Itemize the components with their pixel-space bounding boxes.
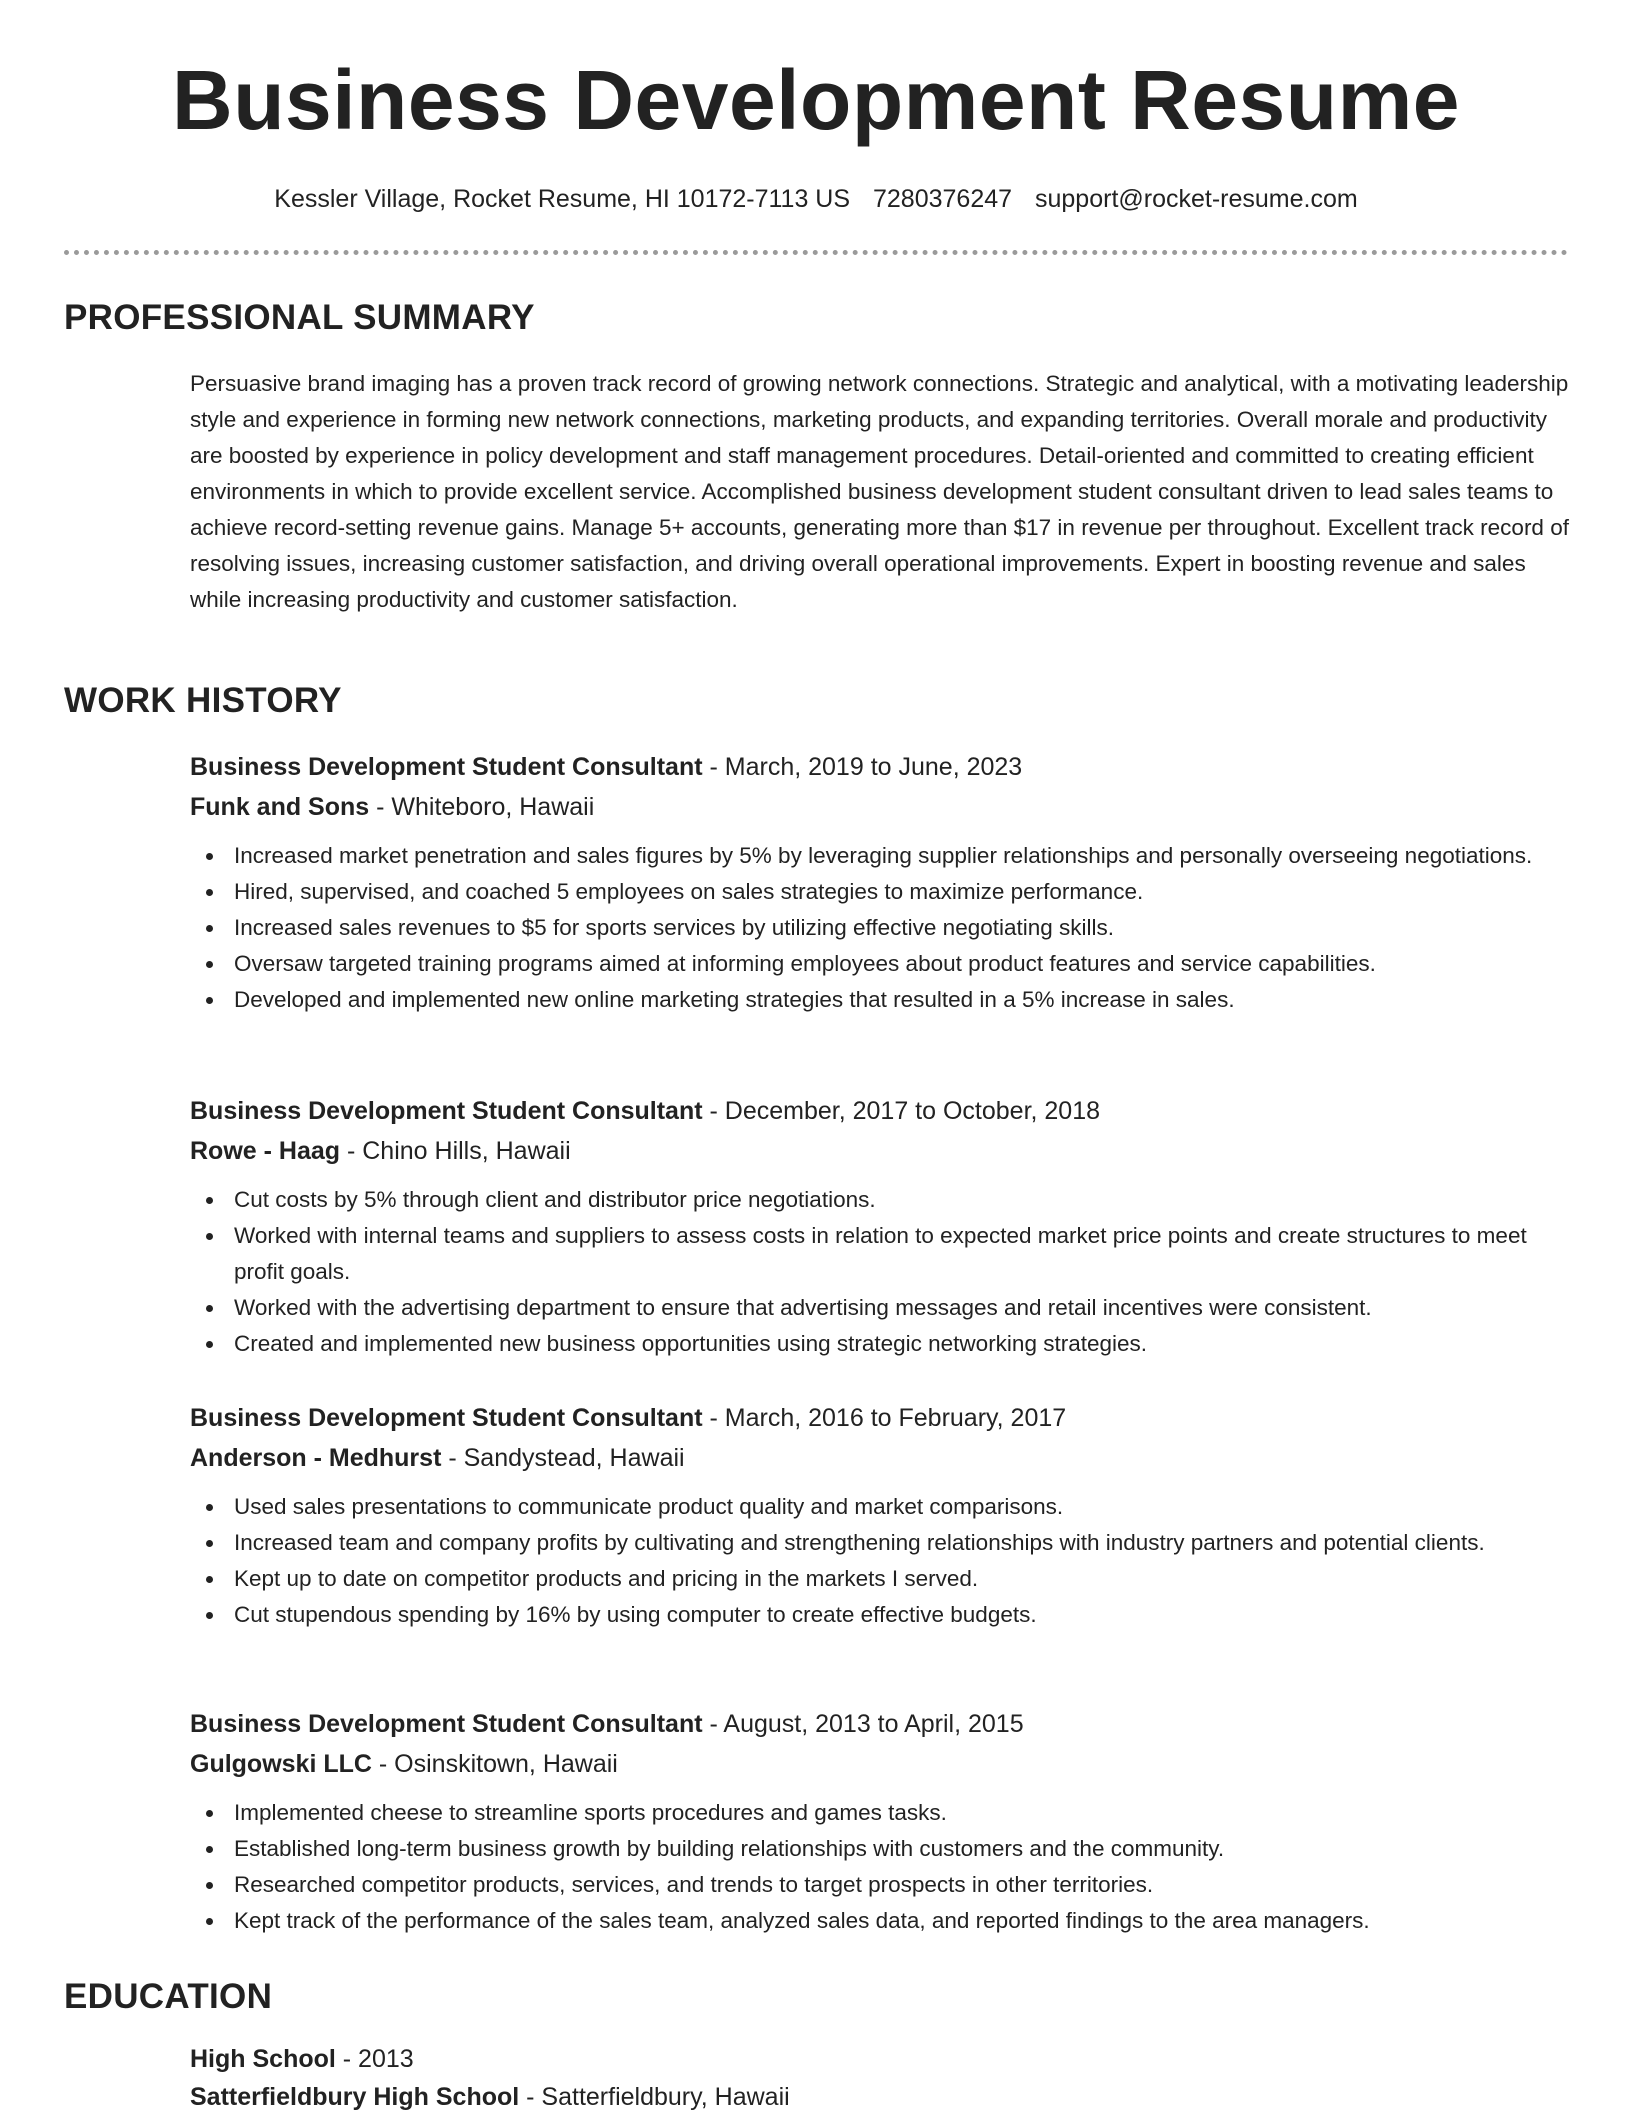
job-bullet: Hired, supervised, and coached 5 employees on sales strategies to maximize performance. xyxy=(190,874,1570,910)
job-location: - Chino Hills, Hawaii xyxy=(340,1137,571,1165)
job-dates: - March, 2016 to February, 2017 xyxy=(702,1404,1067,1432)
job-role-line xyxy=(190,750,1570,784)
job-bullet: Worked with the advertising department to ensure that advertising messages and retail incentives were consistent. xyxy=(190,1290,1570,1326)
contact-address: Kessler Village, Rocket Resume, HI 10172-7113 US xyxy=(274,185,851,213)
job-location: - Osinskitown, Hawaii xyxy=(371,1750,618,1778)
job-company-line xyxy=(190,1441,1570,1475)
job-bullet: Increased sales revenues to $5 for sports services by utilizing effective negotiating skills. xyxy=(190,910,1570,946)
education-year: - 2013 xyxy=(335,2045,414,2073)
job-company-line xyxy=(190,790,1570,824)
job-bullet: Cut costs by 5% through client and distributor price negotiations. xyxy=(190,1182,1570,1218)
job-bullet: Implemented cheese to streamline sports procedures and games tasks. xyxy=(190,1795,1570,1831)
contact-phone: 7280376247 xyxy=(873,185,1013,213)
job-company: Anderson - Medhurst xyxy=(190,1444,442,1472)
job-company: Funk and Sons xyxy=(190,793,370,821)
job-bullet: Increased market penetration and sales figures by 5% by leveraging supplier relationships and personally overseeing negotiations. xyxy=(190,838,1570,874)
job-company: Rowe - Haag xyxy=(190,1137,341,1165)
job-dates: - December, 2017 to October, 2018 xyxy=(702,1097,1101,1125)
summary-text: Persuasive brand imaging has a proven track record of growing network connections. Strategic and analytical, with a motivating leadership style and experience in forming new network connections, marketing products, and expanding territories. Overall morale and productivity are boosted by experience in policy development and staff management procedures. Detail-oriented and committed to creating efficient environments in which to provide excellent service. Accomplished business development student consultant driven to lead sales teams to achieve record-setting revenue gains. Manage 5+ accounts, generating more than $17 in revenue per throughout. Excellent track record of resolving issues, increasing customer satisfaction, and driving overall operational improvements. Expert in boosting revenue and sales while increasing productivity and customer satisfaction. xyxy=(190,371,1569,612)
job-bullet: Worked with internal teams and suppliers to assess costs in relation to expected market price points and create structures to meet profit goals. xyxy=(190,1218,1570,1290)
job-role: Business Development Student Consultant xyxy=(190,1097,703,1125)
contact-line xyxy=(0,183,1632,215)
job-entry xyxy=(190,1401,1570,1633)
job-bullets xyxy=(190,1795,1570,1939)
job-bullet: Created and implemented new business opportunities using strategic networking strategies. xyxy=(190,1326,1570,1362)
section-title-education: EDUCATION xyxy=(64,1977,273,2016)
job-bullet: Used sales presentations to communicate product quality and market comparisons. xyxy=(190,1489,1570,1525)
job-role-line xyxy=(190,1094,1570,1128)
section-title-summary: PROFESSIONAL SUMMARY xyxy=(64,298,535,337)
education-degree: High School xyxy=(190,2045,336,2073)
contact-email: support@rocket-resume.com xyxy=(1035,185,1358,213)
education-location: - Satterfieldbury, Hawaii xyxy=(519,2083,790,2111)
job-role: Business Development Student Consultant xyxy=(190,753,703,781)
job-role-line xyxy=(190,1707,1570,1741)
education-entry xyxy=(190,2042,1570,2114)
education-degree-line xyxy=(190,2042,1570,2076)
job-bullet: Developed and implemented new online marketing strategies that resulted in a 5% increase in sales. xyxy=(190,982,1570,1018)
job-company-line xyxy=(190,1747,1570,1781)
education-school-line xyxy=(190,2080,1570,2114)
job-location: - Sandystead, Hawaii xyxy=(441,1444,685,1472)
job-bullet: Kept up to date on competitor products and pricing in the markets I served. xyxy=(190,1561,1570,1597)
job-dates: - August, 2013 to April, 2015 xyxy=(702,1710,1024,1738)
header-divider xyxy=(64,250,1568,255)
job-bullet: Established long-term business growth by building relationships with customers and the community. xyxy=(190,1831,1570,1867)
job-entry xyxy=(190,1707,1570,1939)
job-role: Business Development Student Consultant xyxy=(190,1404,703,1432)
job-bullet: Oversaw targeted training programs aimed at informing employees about product features and service capabilities. xyxy=(190,946,1570,982)
education-school: Satterfieldbury High School xyxy=(190,2083,520,2111)
resume-title: Business Development Resume xyxy=(172,53,1460,147)
job-dates: - March, 2019 to June, 2023 xyxy=(702,753,1023,781)
job-bullets xyxy=(190,1182,1570,1362)
job-bullet: Increased team and company profits by cultivating and strengthening relationships with industry partners and potential clients. xyxy=(190,1525,1570,1561)
job-role-line xyxy=(190,1401,1570,1435)
job-entry xyxy=(190,1094,1570,1362)
job-company: Gulgowski LLC xyxy=(190,1750,372,1778)
job-entry xyxy=(190,750,1570,1018)
job-bullet: Kept track of the performance of the sales team, analyzed sales data, and reported findings to the area managers. xyxy=(190,1903,1570,1939)
job-location: - Whiteboro, Hawaii xyxy=(369,793,595,821)
job-bullets xyxy=(190,838,1570,1018)
job-role: Business Development Student Consultant xyxy=(190,1710,703,1738)
job-bullets xyxy=(190,1489,1570,1633)
job-bullet: Cut stupendous spending by 16% by using computer to create effective budgets. xyxy=(190,1597,1570,1633)
section-title-work-history: WORK HISTORY xyxy=(64,681,342,720)
job-bullet: Researched competitor products, services, and trends to target prospects in other territories. xyxy=(190,1867,1570,1903)
job-company-line xyxy=(190,1134,1570,1168)
